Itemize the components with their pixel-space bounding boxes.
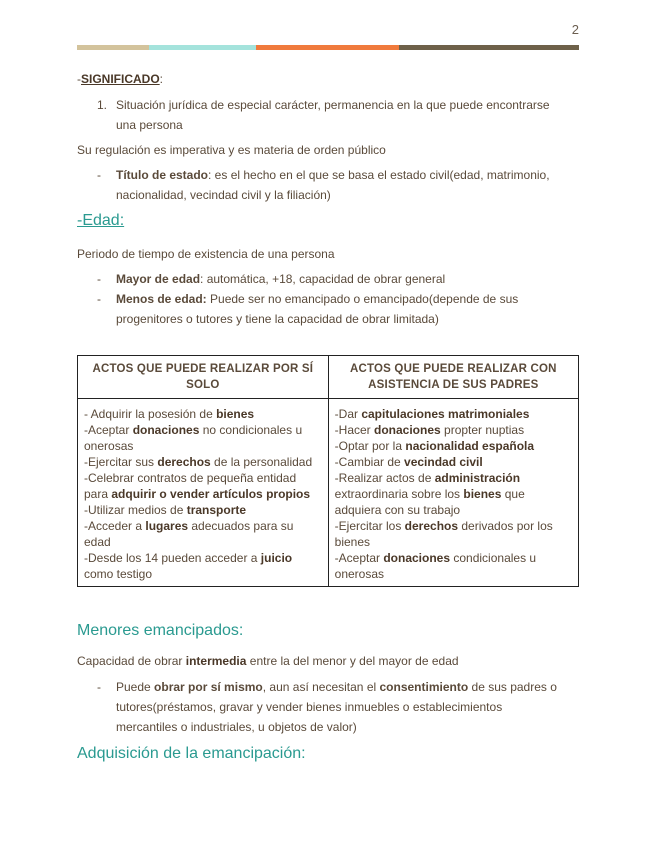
menor-edad-desc: Puede ser no emancipado o emancipado(depende de sus [206, 292, 519, 306]
col2-line: -Ejercitar los derechos derivados por los [334, 519, 553, 533]
col2-line: -Dar capitulaciones matrimoniales [334, 407, 530, 421]
actos-table [77, 355, 579, 587]
col2-line: -Optar por la nacionalidad española [334, 439, 535, 453]
bullet-dash: - [97, 292, 101, 306]
titulo-estado-desc: : es el hecho en el que se basa el estado civil(edad, matrimonio, [208, 168, 550, 182]
mayor-edad-desc: : automática, +18, capacidad de obrar general [200, 272, 446, 286]
col2-line: adquiera con su trabajo [334, 503, 461, 517]
table-row [78, 399, 579, 587]
emancipados-heading: Menores emancipados: [77, 622, 244, 639]
col1-line: -Acceder a lugares adecuados para su [84, 519, 294, 533]
col1-line: -Utilizar medios de transporte [84, 503, 247, 517]
significado-prefix: - [77, 72, 81, 86]
menor-edad-term: Menos de edad: [116, 292, 207, 306]
significado-title: SIGNIFICADO [81, 72, 160, 86]
col2-line: -Aceptar donaciones condicionales u [334, 551, 537, 565]
col1-line: para adquirir o vender artículos propios [84, 487, 311, 501]
titulo-estado-term: Título de estado [116, 168, 209, 182]
col1-line: onerosas [84, 439, 134, 453]
significado-suffix: : [159, 72, 164, 86]
col1-line: -Ejercitar sus derechos de la personalidad [84, 455, 313, 469]
significado-item-1 [97, 95, 577, 135]
bullet-dash: - [97, 168, 101, 182]
emancipados-item-line-3: mercantiles o industriales, u objetos de valor) [116, 720, 357, 734]
col1-line: como testigo [84, 567, 153, 581]
titulo-estado-line-1 [116, 165, 577, 185]
bullet-dash: - [97, 680, 101, 694]
color-bar-segment-2 [149, 45, 256, 50]
col2-line: -Cambiar de vecindad civil [334, 455, 483, 469]
emancipados-capacity: Capacidad de obrar intermedia entre la del menor y del mayor de edad [77, 654, 459, 668]
significado-item-1-line-2: una persona [116, 118, 183, 132]
col2-line: extraordinaria sobre los bienes que [334, 487, 525, 501]
emancipados-item-line-1: Puede obrar por sí mismo, aun así necesitan el consentimiento de sus padres o [116, 680, 557, 694]
col1-line: -Aceptar donaciones no condicionales u [84, 423, 303, 437]
bullet-dash: - [97, 272, 101, 286]
color-bar-segment-1 [77, 45, 149, 50]
edad-definition: Periodo de tiempo de existencia de una persona [77, 247, 335, 261]
header-color-bar [77, 45, 579, 50]
mayor-edad-term: Mayor de edad [116, 272, 201, 286]
menor-edad-item [97, 289, 577, 329]
col1-line: edad [84, 535, 111, 549]
col1-line: -Celebrar contratos de pequeña entidad [84, 471, 297, 485]
titulo-estado-item [97, 165, 577, 205]
emancipados-item [97, 677, 577, 737]
col1-header: ACTOS QUE PUEDE REALIZAR POR SÍ SOLO [78, 356, 329, 399]
col2-line: -Realizar actos de administración [334, 471, 521, 485]
significado-item-1-line-1: Situación jurídica de especial carácter, permanencia en la que puede encontrarse [116, 98, 550, 112]
color-bar-segment-4 [399, 45, 579, 50]
col1-line: -Desde los 14 pueden acceder a juicio [84, 551, 293, 565]
color-bar-segment-3 [256, 45, 399, 50]
significado-label [77, 69, 577, 89]
menor-edad-line-1 [116, 289, 577, 309]
list-number: 1. [97, 98, 108, 112]
mayor-edad-line [116, 269, 577, 289]
menor-edad-line-2: progenitores o tutores y tiene la capacidad de obrar limitada) [116, 312, 439, 326]
mayor-edad-item [97, 269, 577, 289]
adquisicion-heading: Adquisición de la emancipación: [77, 745, 306, 762]
col2-header: ACTOS QUE PUEDE REALIZAR CON ASISTENCIA DE SUS PADRES [328, 356, 578, 399]
col1-line: - Adquirir la posesión de bienes [84, 407, 255, 421]
col2-cell [328, 399, 578, 587]
page-number: 2 [571, 22, 579, 37]
regulation-text: Su regulación es imperativa y es materia de orden público [77, 143, 386, 157]
emancipados-item-line-2: tutores(préstamos, gravar y vender bienes inmuebles o establecimientos [116, 700, 503, 714]
edad-heading-text: -Edad: [77, 212, 125, 229]
col1-cell [78, 399, 329, 587]
col2-line: onerosas [334, 567, 385, 581]
titulo-estado-line-2: nacionalidad, vecindad civil y la filiación) [116, 188, 331, 202]
col2-line: bienes [334, 535, 371, 549]
col2-line: -Hacer donaciones propter nuptias [334, 423, 525, 437]
table-header-row [78, 356, 579, 399]
edad-heading [77, 212, 577, 230]
